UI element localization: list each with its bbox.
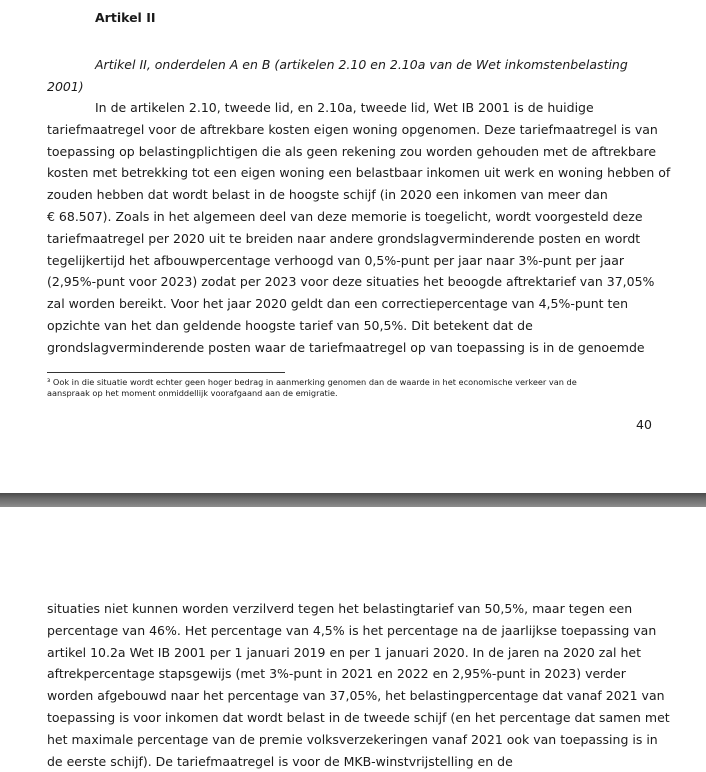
paragraph-line: € 68.507). Zoals in het algemeen deel van deze memorie is toegelicht, wordt voorgesteld deze xyxy=(47,208,643,224)
article-subheading xyxy=(47,54,647,97)
paragraph-line: toepassing is voor inkomen dat wordt belast in de tweede schijf (en het percentage dat samen met xyxy=(47,709,670,725)
footnote-separator xyxy=(47,372,285,373)
page-number: 40 xyxy=(636,417,652,432)
paragraph-line: toepassing op belastingplichtigen die als geen rekening zou worden gehouden met de aftrekbare xyxy=(47,143,657,159)
paragraph-line: tariefmaatregel per 2020 uit te breiden naar andere grondslagverminderende posten en wordt xyxy=(47,230,641,246)
paragraph-line: artikel 10.2a Wet IB 2001 per 1 januari 2019 en per 1 januari 2020. In de jaren na 2020 zal het xyxy=(47,644,641,660)
paragraph-line: opzichte van het dan geldende hoogste tarief van 50,5%. Dit betekent dat de xyxy=(47,317,533,333)
paragraph-line: worden afgebouwd naar het percentage van 37,05%, het belastingpercentage dat vanaf 2021 van xyxy=(47,688,665,704)
footnote-line: aanspraak op het moment onmiddellijk voorafgaand aan de emigratie. xyxy=(47,388,338,398)
paragraph-line: aftrekpercentage stapsgewijs (met 3%-punt in 2021 en 2022 en 2,95%-punt in 2023) verder xyxy=(47,666,626,682)
article-subheading-line: 2001) xyxy=(47,78,84,94)
article-subheading-line: Artikel II, onderdelen A en B (artikelen 2.10 en 2.10a van de Wet inkomstenbelasting xyxy=(95,57,628,72)
body-paragraph xyxy=(47,97,671,359)
paragraph-line: zal worden bereikt. Voor het jaar 2020 geldt dan een correctiepercentage van 4,5%-punt ten xyxy=(47,296,629,312)
page-separator xyxy=(0,493,706,507)
paragraph-line: kosten met betrekking tot een eigen woning een belastbaar inkomen uit werk en woning hebben of xyxy=(47,165,671,181)
paragraph-line: grondslagverminderende posten waar de tariefmaatregel op van toepassing is in de genoemde xyxy=(47,339,645,355)
footnote xyxy=(47,377,627,399)
paragraph-line: tariefmaatregel voor de aftrekbare kosten eigen woning opgenomen. Deze tariefmaatregel is van xyxy=(47,121,658,137)
footnote-line: ³ Ook in die situatie wordt echter geen hoger bedrag in aanmerking genomen dan de waarde in het economische verkeer van de xyxy=(47,377,577,387)
paragraph-line: situaties niet kunnen worden verzilverd tegen het belastingtarief van 50,5%, maar tegen een xyxy=(47,601,633,616)
body-paragraph xyxy=(47,598,670,772)
paragraph-line: (2,95%-punt voor 2023) zodat per 2023 voor deze situaties het beoogde aftrektarief van 37,05% xyxy=(47,274,655,290)
paragraph-line: percentage van 46%. Het percentage van 4,5% is het percentage na de jaarlijkse toepassing van xyxy=(47,622,657,638)
paragraph-line: zouden hebben dat wordt belast in de hoogste schijf (in 2020 een inkomen van meer dan xyxy=(47,187,608,203)
paragraph-line: het maximale percentage van de premie volksverzekeringen vanaf 2021 ook van toepassing is in xyxy=(47,731,658,747)
section-heading: Artikel II xyxy=(95,10,156,25)
paragraph-line: tegelijkertijd het afbouwpercentage verhoogd van 0,5%-punt per jaar naar 3%-punt per jaar xyxy=(47,252,625,268)
document-page-41 xyxy=(0,507,706,769)
paragraph-line: de eerste schijf). De tariefmaatregel is voor de MKB-winstvrijstelling en de xyxy=(47,753,513,769)
paragraph-line: In de artikelen 2.10, tweede lid, en 2.10a, tweede lid, Wet IB 2001 is de huidige xyxy=(95,100,594,115)
